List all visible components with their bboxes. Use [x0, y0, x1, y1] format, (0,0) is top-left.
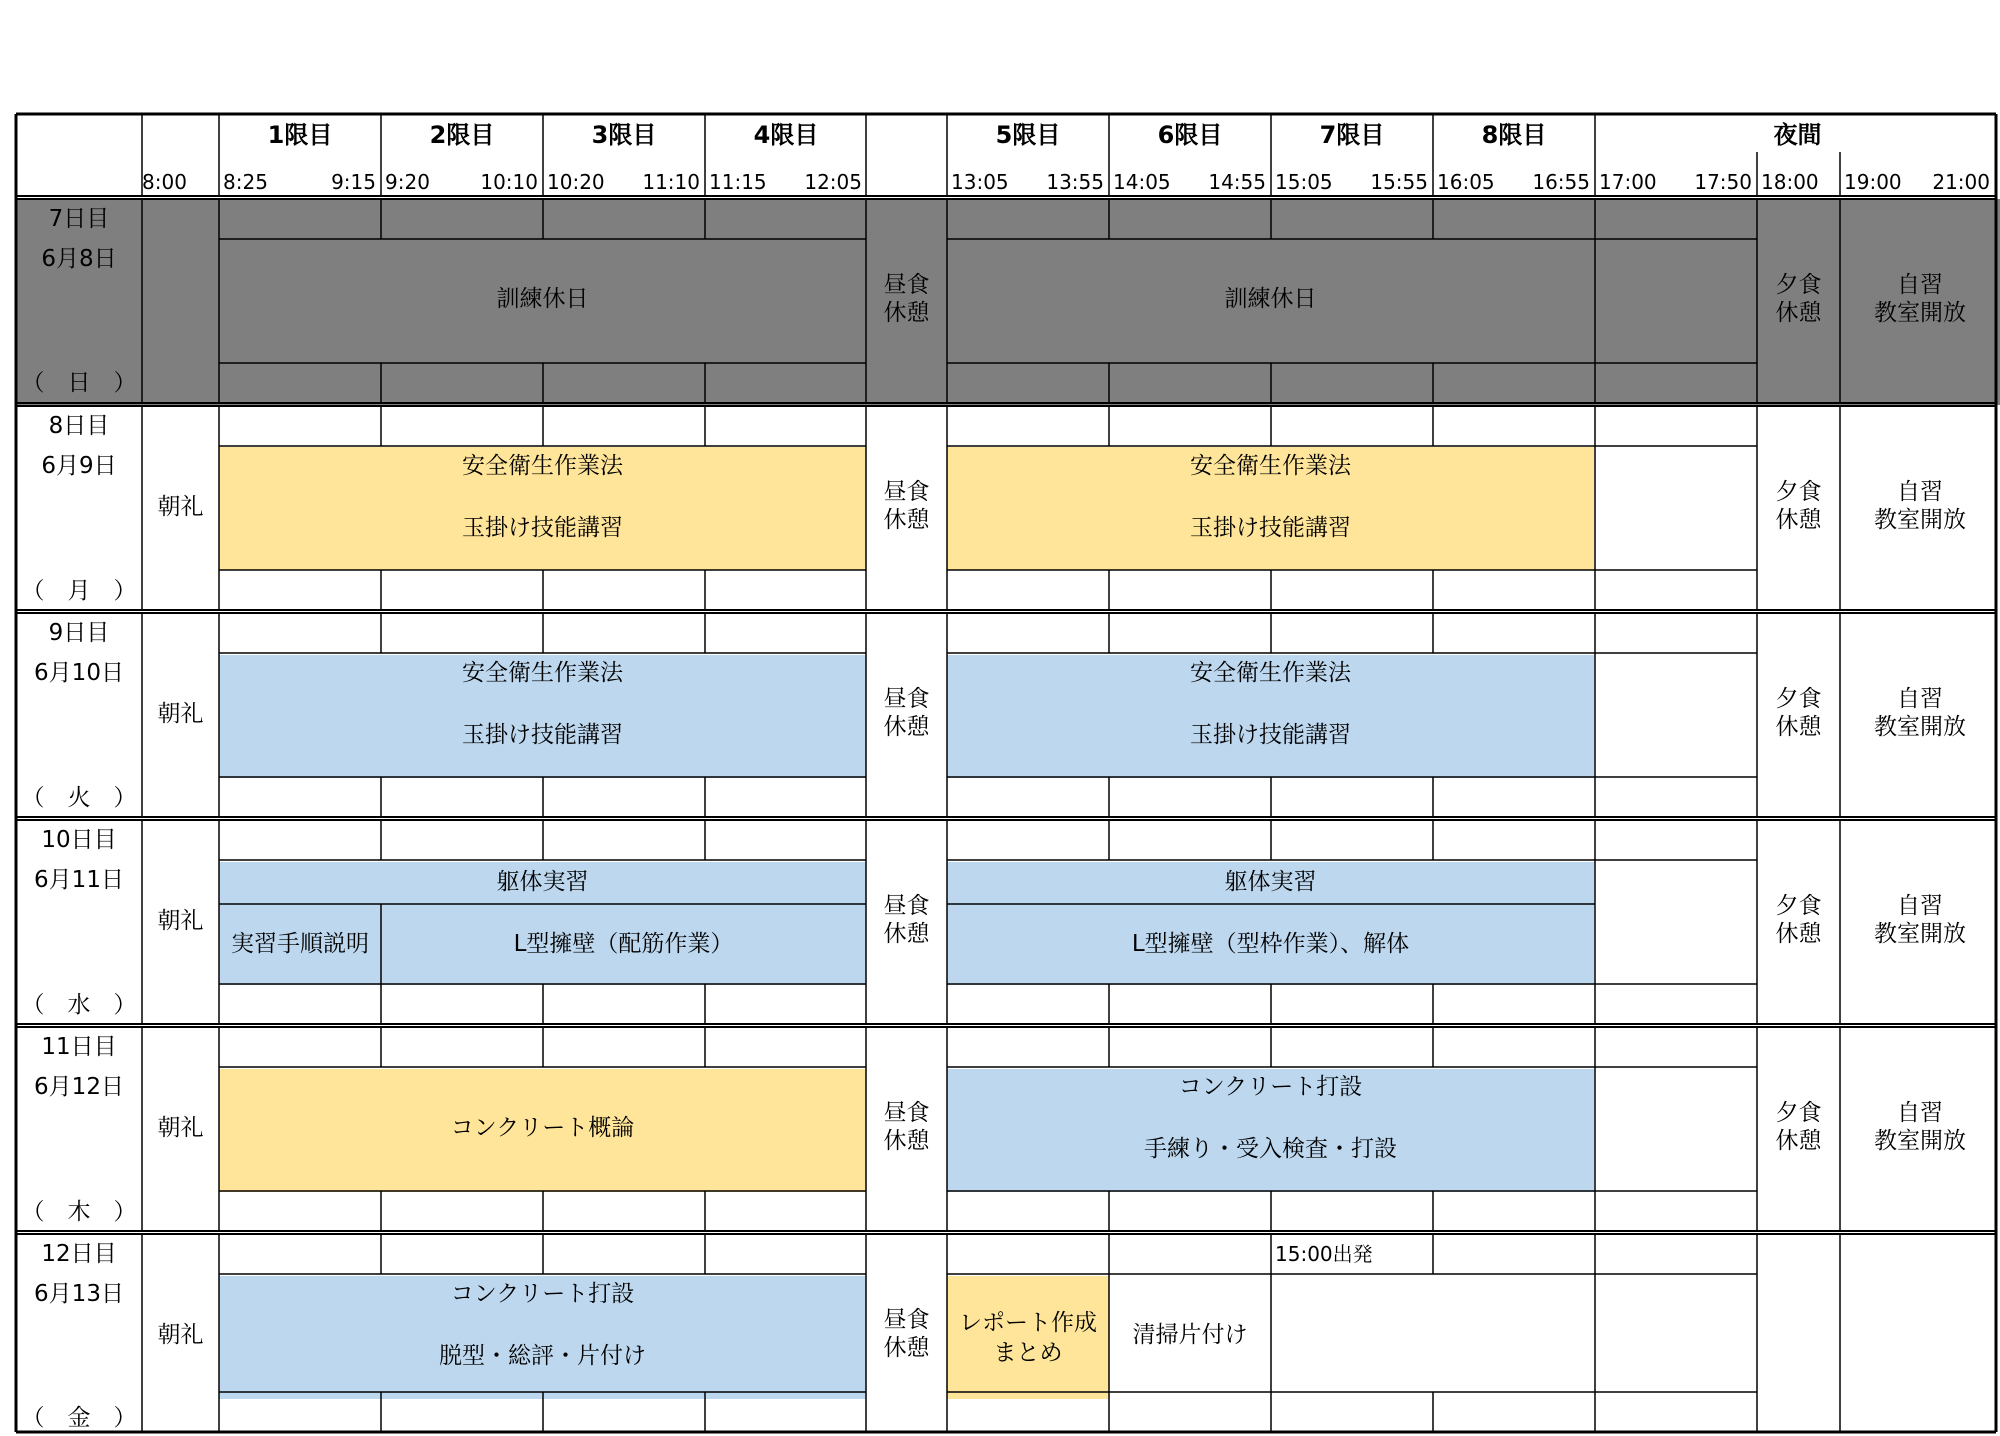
day12-number: 12日目 [41, 1241, 117, 1267]
period-6-label: 6限目 [1157, 121, 1223, 149]
period-8-label: 8限目 [1481, 121, 1547, 149]
day9-dinner-1: 夕食 [1775, 686, 1822, 712]
p3-start: 10:20 [547, 170, 605, 194]
day11-number: 11日目 [41, 1034, 117, 1060]
p5-start: 13:05 [951, 170, 1009, 194]
p4-end: 12:05 [804, 170, 862, 194]
p6-start: 14:05 [1113, 170, 1171, 194]
day8-lunch-2: 休憩 [883, 507, 930, 533]
day7-date: 6月8日 [41, 246, 117, 272]
night-end: 21:00 [1932, 170, 1990, 194]
day11-study-2: 教室開放 [1874, 1128, 1966, 1154]
day8-weekday: （ 月 ） [21, 578, 137, 604]
day10-assembly: 朝礼 [157, 908, 204, 934]
day12-lunch-1: 昼食 [883, 1307, 930, 1333]
day9-dinner-2: 休憩 [1775, 714, 1822, 740]
day12-date: 6月13日 [34, 1281, 124, 1307]
dinner-time: 18:00 [1761, 170, 1819, 194]
day7-weekday: （ 日 ） [21, 370, 137, 396]
day8-pm-line2: 玉掛け技能講習 [1190, 515, 1351, 541]
day9-study-1: 自習 [1897, 686, 1943, 712]
day11-lunch-2: 休憩 [883, 1128, 930, 1154]
day10-pm-top: 躯体実習 [1224, 869, 1317, 895]
p6-end: 14:55 [1208, 170, 1266, 194]
day12-cleanup: 清掃片付け [1132, 1322, 1248, 1348]
day10-lunch-2: 休憩 [883, 921, 930, 947]
day7-study-1: 自習 [1897, 272, 1943, 298]
p2-start: 9:20 [385, 170, 430, 194]
day9-pm-line2: 玉掛け技能講習 [1190, 722, 1351, 748]
day10-number: 10日目 [41, 827, 117, 853]
period-1-label: 1限目 [267, 121, 333, 149]
day12-assembly: 朝礼 [157, 1322, 204, 1348]
day7-am-text: 訓練休日 [496, 286, 589, 312]
p1-end: 9:15 [331, 170, 376, 194]
start-time: 8:00 [142, 170, 187, 194]
day8-number: 8日目 [48, 413, 110, 439]
day8-date: 6月9日 [41, 453, 117, 479]
p3-end: 11:10 [642, 170, 700, 194]
night-start: 19:00 [1844, 170, 1902, 194]
day7-pm-text: 訓練休日 [1224, 286, 1317, 312]
day11-study-1: 自習 [1897, 1100, 1943, 1126]
period-7-label: 7限目 [1319, 121, 1385, 149]
day8-dinner-2: 休憩 [1775, 507, 1822, 533]
night-label: 夜間 [1773, 121, 1822, 149]
p8-start: 16:05 [1437, 170, 1495, 194]
day9-am-line1: 安全衛生作業法 [462, 660, 623, 686]
day7-lunch-2: 休憩 [883, 300, 930, 326]
day11-lunch-1: 昼食 [883, 1100, 930, 1126]
day12-departure: 15:00出発 [1275, 1242, 1373, 1266]
day11-assembly: 朝礼 [157, 1115, 204, 1141]
day12-lunch-2: 休憩 [883, 1335, 930, 1361]
day9-lunch-1: 昼食 [883, 686, 930, 712]
day9-study-2: 教室開放 [1874, 714, 1966, 740]
extra-end: 17:50 [1694, 170, 1752, 194]
day8-assembly: 朝礼 [157, 494, 204, 520]
day9-am-line2: 玉掛け技能講習 [462, 722, 623, 748]
day9-assembly: 朝礼 [157, 701, 204, 727]
day8-am-line2: 玉掛け技能講習 [462, 515, 623, 541]
day8-dinner-1: 夕食 [1775, 479, 1822, 505]
day11-date: 6月12日 [34, 1074, 124, 1100]
p2-end: 10:10 [480, 170, 538, 194]
day9-number: 9日目 [48, 620, 110, 646]
day8-lunch-1: 昼食 [883, 479, 930, 505]
day10-weekday: （ 水 ） [21, 992, 137, 1018]
p4-start: 11:15 [709, 170, 767, 194]
day8-study-2: 教室開放 [1874, 507, 1966, 533]
day11-dinner-2: 休憩 [1775, 1128, 1822, 1154]
day10-dinner-1: 夕食 [1775, 893, 1822, 919]
day7-dinner-2: 休憩 [1775, 300, 1822, 326]
period-5-label: 5限目 [995, 121, 1061, 149]
p5-end: 13:55 [1046, 170, 1104, 194]
day10-study-1: 自習 [1897, 893, 1943, 919]
day10-pm-sub: L型擁壁（型枠作業）、解体 [1131, 930, 1410, 957]
day12-weekday: （ 金 ） [21, 1405, 137, 1431]
day11-dinner-1: 夕食 [1775, 1100, 1822, 1126]
p8-end: 16:55 [1532, 170, 1590, 194]
day10-am-sub-right: L型擁壁（配筋作業） [513, 930, 734, 957]
day10-date: 6月11日 [34, 867, 124, 893]
day7-lunch-1: 昼食 [883, 272, 930, 298]
day8-study-1: 自習 [1897, 479, 1943, 505]
day10-dinner-2: 休憩 [1775, 921, 1822, 947]
extra-start: 17:00 [1599, 170, 1657, 194]
day11-weekday: （ 木 ） [21, 1199, 137, 1225]
day8-am-line1: 安全衛生作業法 [462, 453, 623, 479]
p7-end: 15:55 [1370, 170, 1428, 194]
day12-report: レポート作成まとめ [959, 1310, 1097, 1366]
day9-lunch-2: 休憩 [883, 714, 930, 740]
period-3-label: 3限目 [591, 121, 657, 149]
day10-study-2: 教室開放 [1874, 921, 1966, 947]
day10-lunch-1: 昼食 [883, 893, 930, 919]
p7-start: 15:05 [1275, 170, 1333, 194]
day9-pm-line1: 安全衛生作業法 [1190, 660, 1351, 686]
day12-am-line2: 脱型・総評・片付け [439, 1343, 646, 1369]
day8-pm-line1: 安全衛生作業法 [1190, 453, 1351, 479]
day9-date: 6月10日 [34, 660, 124, 686]
day7-dinner-1: 夕食 [1775, 272, 1822, 298]
day9-weekday: （ 火 ） [21, 785, 137, 811]
day11-pm-line1: コンクリート打設 [1178, 1074, 1363, 1100]
day11-am-text: コンクリート概論 [450, 1115, 635, 1141]
day7-number: 7日目 [48, 206, 110, 232]
period-2-label: 2限目 [429, 121, 495, 149]
day12-am-line1: コンクリート打設 [450, 1281, 635, 1307]
day10-am-sub-left: 実習手順説明 [231, 930, 369, 957]
day11-pm-line2: 手練り・受入検査・打設 [1144, 1136, 1397, 1162]
day7-study-2: 教室開放 [1874, 300, 1966, 326]
p1-start: 8:25 [223, 170, 268, 194]
period-4-label: 4限目 [753, 121, 819, 149]
day10-am-top: 躯体実習 [496, 869, 589, 895]
